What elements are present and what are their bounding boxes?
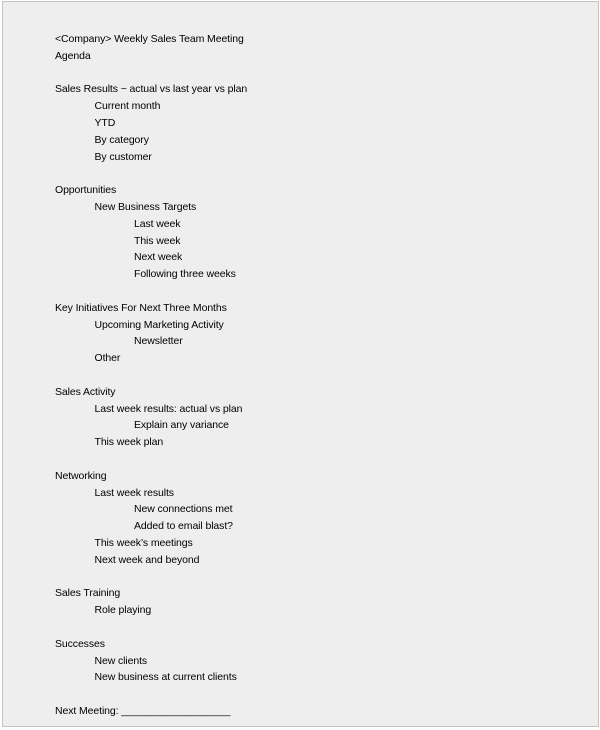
agenda-item: Last week results (94, 486, 174, 499)
agenda-item: Current month (94, 100, 161, 113)
agenda-item: YTD (94, 117, 116, 129)
agenda-content (3, 2, 598, 726)
agenda-subitem: Newsletter (134, 335, 183, 348)
section-heading: Successes (55, 637, 105, 650)
agenda-item: New Business Targets (94, 201, 197, 213)
agenda-item: Last week results: actual vs plan (94, 402, 243, 415)
agenda-subitem: Last week (134, 217, 181, 230)
section-heading: Sales Activity (55, 385, 116, 398)
section-heading: Sales Training (55, 587, 121, 600)
agenda-item: This week’s meetings (94, 537, 193, 549)
agenda-item: By category (94, 133, 149, 146)
agenda-subitem: Added to email blast? (134, 520, 233, 533)
agenda-item: Other (94, 352, 121, 365)
agenda-item: Upcoming Marketing Activity (94, 318, 224, 331)
document-page (2, 1, 599, 727)
agenda-item: By customer (94, 150, 152, 163)
section-heading: Networking (55, 469, 107, 482)
agenda-subitem: Next week (134, 251, 183, 264)
section-heading: Key Initiatives For Next Three Months (55, 301, 227, 314)
agenda-subitem: New connections met (134, 503, 233, 516)
document-title: <Company> Weekly Sales Team Meeting (55, 33, 244, 45)
agenda-item: Role playing (94, 604, 152, 617)
section-heading: Sales Results ~ actual vs last year vs plan (55, 83, 248, 96)
agenda-item: New clients (94, 654, 148, 667)
agenda-item: New business at current clients (94, 671, 237, 684)
agenda-subitem: This week (134, 234, 181, 247)
agenda-item: This week plan (94, 436, 164, 449)
agenda-subitem: Explain any variance (134, 419, 229, 432)
agenda-item: Next week and beyond (94, 553, 200, 566)
agenda-subitem: Following three weeks (134, 268, 236, 281)
section-heading: Opportunities (55, 184, 117, 197)
document-subtitle: Agenda (55, 49, 91, 62)
next-meeting-line: Next Meeting: ___________________ (55, 705, 231, 717)
